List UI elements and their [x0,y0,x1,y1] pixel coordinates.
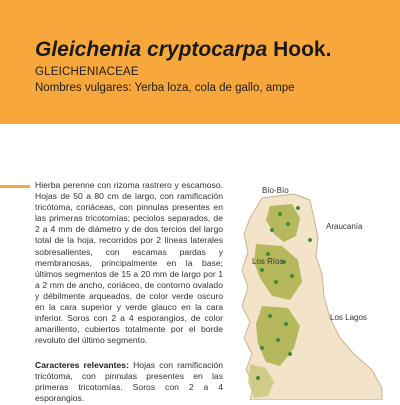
distribution-map [232,178,400,400]
description-text: Hierba perenne con rizoma rastrero y escamoso. Hojas de 50 a 80 cm de largo, con ramificación tricótoma, coriáceas, con pinnulas presentes en las primeras tricotomías; peciolos separados, de 2 a 4 mm de diámetro y de dos tercios del largo total de la hoja, recorridos por 2 líneas laterales sobresalientes, con escamas pardas y membranosas, principalmente en la base; últimos segmentos de 15 a 20 mm de largo por 1 a 2 mm de ancho, coriáceo, de contorno ovalado y débilmente arqueados, de color verde oscuro en la cara superior y verde glauco en la cara inferior. Soros con 2 a 4 esporangios, de color amarillento, cubiertos totalmente por el borde revoluto del último segmento. [35,180,223,346]
record-point [256,376,260,380]
map-label-los-rios: Los Ríos [252,257,284,266]
record-point [278,212,282,216]
scientific-name: Gleichenia cryptocarpa [35,38,268,61]
relevant-characters [35,360,223,404]
section-marker [0,185,30,188]
relevant-characters-text: Hojas con ramificación tricótoma, con pinnulas presentes en las primeras tricotomías. Soros con 2 a 4 esporangios. [35,360,224,404]
record-point [274,280,278,284]
map-label-araucania: Araucanía [326,222,363,231]
author-name: Hook. [273,38,332,61]
species-title [35,38,331,62]
record-point [276,338,280,342]
record-point [270,228,274,232]
record-point [268,314,272,318]
map-label-los-lagos: Los Lagos [330,313,367,322]
map-label-bio-bio: Bío-Bío [262,186,289,195]
record-point [266,252,270,256]
record-point [260,346,264,350]
record-point [308,238,312,242]
record-point [286,222,290,226]
record-point [284,322,288,326]
record-point [296,206,300,210]
map-graphic [232,178,400,400]
family-name: GLEICHENIACEAE [35,66,139,78]
relevant-characters-label: Caracteres relevantes: [35,360,129,370]
header-band [0,0,400,124]
record-point [288,352,292,356]
common-names: Nombres vulgares: Yerba loza, cola de gallo, ampe [35,82,295,94]
record-point [290,274,294,278]
record-point [260,268,264,272]
